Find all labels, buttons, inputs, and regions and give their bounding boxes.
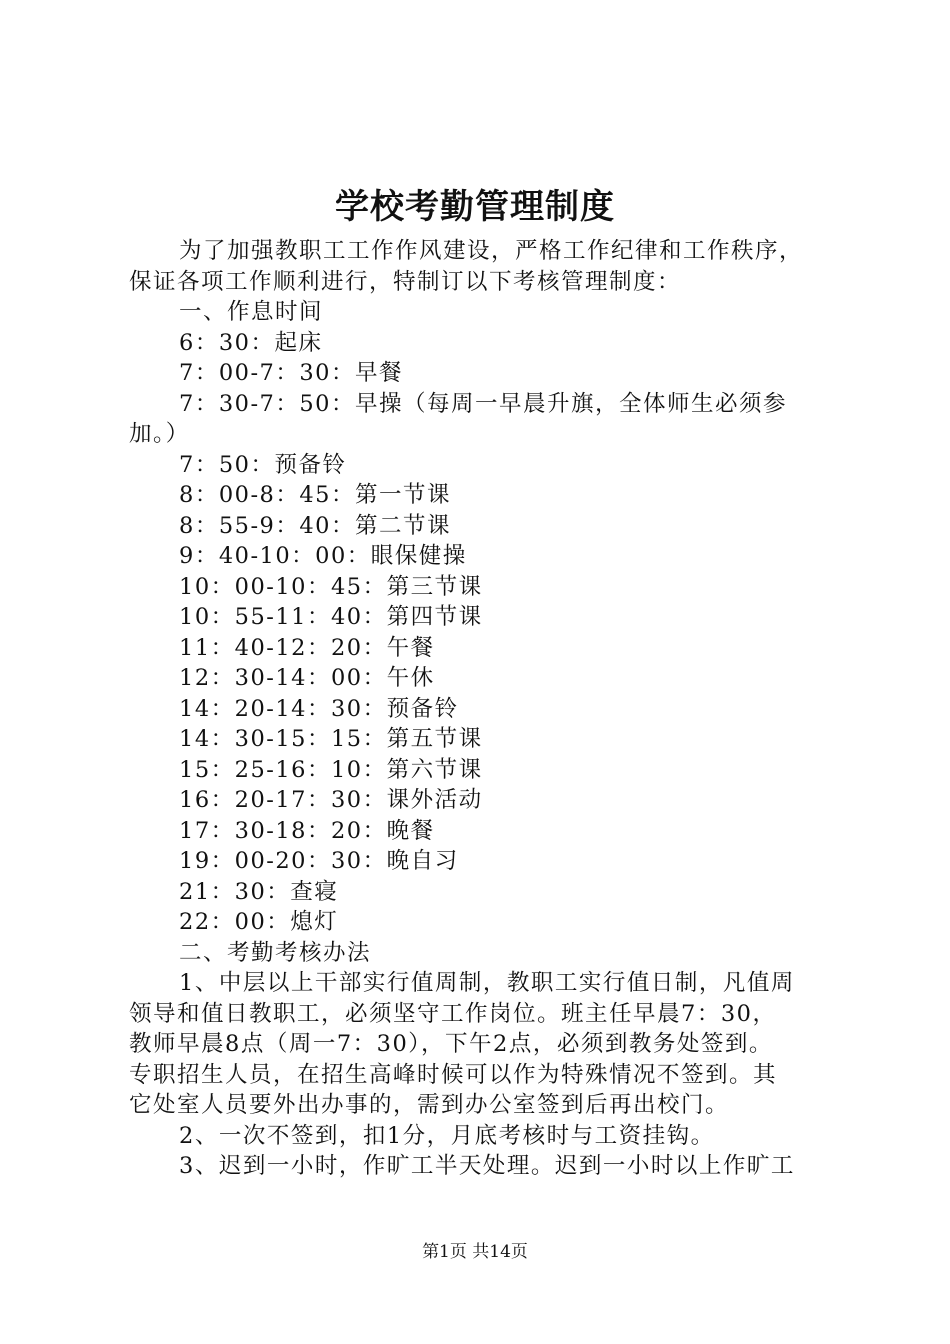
- paragraph-line-first: 7：50：预备铃: [179, 451, 347, 478]
- paragraph-line-first: 二、考勤考核办法: [179, 939, 372, 966]
- paragraph-line-first: 9：40-10：00：眼保健操: [179, 543, 467, 569]
- paragraph-line-first: 21：30：查寝: [179, 878, 339, 905]
- paragraph-line-first: 10：55-11：40：第四节课: [179, 604, 483, 630]
- paragraph-line-first: 6：30：起床: [179, 329, 323, 356]
- document-body: [129, 236, 837, 1182]
- paragraph-line-first: 1、中层以上干部实行值周制，教职工实行值日制，凡值周: [179, 970, 795, 996]
- paragraph-line-first: 10：00-10：45：第三节课: [179, 573, 483, 600]
- paragraph-line-first: 12：30-14：00：午休: [179, 665, 435, 691]
- paragraph-line: 它处室人员要外出办事的，需到办公室签到后再出校门。: [129, 1092, 730, 1118]
- paragraph-line-first: 一、作息时间: [179, 299, 324, 325]
- paragraph-line-first: 3、迟到一小时，作旷工半天处理。迟到一小时以上作旷工: [179, 1153, 795, 1179]
- paragraph-line: 加。）: [129, 421, 190, 447]
- paragraph-line: 领导和值日教职工，必须坚守工作岗位。班主任早晨7：30，: [129, 1000, 777, 1027]
- paragraph-line-first: 17：30-18：20：晚餐: [179, 817, 435, 844]
- paragraph-line-first: 15：25-16：10：第六节课: [179, 756, 483, 783]
- paragraph-line-first: 8：55-9：40：第二节课: [179, 512, 451, 539]
- paragraph-line-first: 11：40-12：20：午餐: [179, 634, 435, 661]
- paragraph-line: 专职招生人员，在招生高峰时候可以作为特殊情况不签到。其: [129, 1061, 778, 1088]
- paragraph-line-first: 7：00-7：30：早餐: [179, 360, 403, 386]
- paragraph-line-first: 19：00-20：30：晚自习: [179, 848, 459, 874]
- paragraph-line-first: 为了加强教职工工作作风建设，严格工作纪律和工作秩序，: [179, 238, 804, 264]
- paragraph-line-first: 16：20-17：30：课外活动: [179, 787, 483, 813]
- paragraph-line: 教师早晨8点（周一7：30），下午2点，必须到教务处签到。: [129, 1031, 773, 1057]
- page-footer: 第1页 共14页: [422, 1242, 528, 1262]
- paragraph-line-first: 14：30-15：15：第五节课: [179, 726, 483, 752]
- paragraph-line-first: 2、一次不签到，扣1分，月底考核时与工资挂钩。: [179, 1122, 715, 1149]
- paragraph-line-first: 22：00：熄灯: [179, 909, 339, 935]
- document-title: 学校考勤管理制度: [335, 187, 615, 227]
- paragraph-line-first: 8：00-8：45：第一节课: [179, 482, 451, 508]
- paragraph-line: 保证各项工作顺利进行，特制订以下考核管理制度：: [129, 268, 682, 295]
- paragraph-line-first: 14：20-14：30：预备铃: [179, 695, 459, 722]
- paragraph-line-first: 7：30-7：50：早操（每周一早晨升旗，全体师生必须参: [179, 390, 787, 417]
